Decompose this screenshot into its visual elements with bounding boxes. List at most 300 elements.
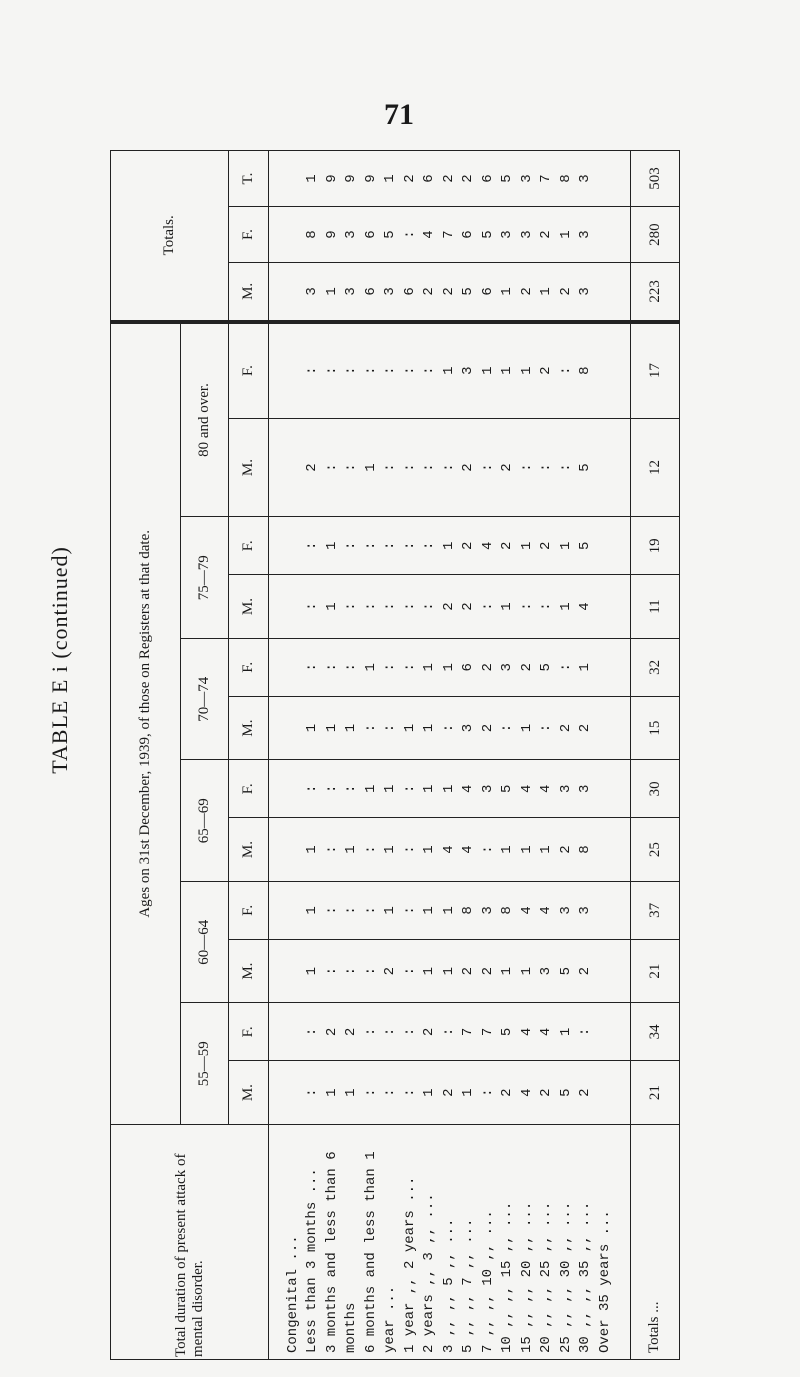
col-f-80 [269, 322, 631, 418]
table-cell: : [557, 366, 574, 375]
table-cell: 3 [382, 287, 399, 296]
table-cell: 6 [401, 287, 418, 296]
table-cell: 5 [382, 230, 399, 239]
duration-row: Congenital ... [284, 1235, 301, 1353]
table-cell: : [382, 463, 399, 472]
table-cell: 2 [440, 1088, 457, 1097]
sex-header-f: F. [229, 638, 269, 696]
table-cell: 3 [577, 906, 594, 915]
table-cell: : [382, 602, 399, 611]
table-cell: 4 [538, 1027, 555, 1037]
table-cell: : [401, 602, 418, 611]
table-cell: 2 [538, 230, 555, 239]
table-cell: 4 [479, 541, 496, 551]
table-cell: 5 [499, 1027, 516, 1037]
table-cell: : [304, 663, 321, 672]
table-cell: 2 [479, 663, 496, 672]
table-cell: 2 [460, 602, 477, 611]
table-cell: 5 [577, 463, 594, 472]
table-cell: : [401, 906, 418, 915]
table-cell: 1 [479, 366, 496, 375]
col-m-65 [269, 818, 631, 882]
table-cell: : [382, 541, 399, 551]
table-cell: 2 [440, 174, 457, 183]
table-cell: 1 [343, 723, 360, 733]
table-cell: 2 [557, 287, 574, 296]
table-cell: 2 [460, 174, 477, 183]
total-m-70: 15 [631, 696, 680, 760]
table-cell: 5 [479, 230, 496, 239]
total-f-75: 19 [631, 517, 680, 575]
table-cell: : [518, 463, 535, 472]
table-cell: 1 [518, 541, 535, 551]
table-cell: 8 [557, 174, 574, 183]
table-cell: 1 [304, 966, 321, 976]
table-cell: 1 [440, 541, 457, 551]
table-cell: 2 [460, 463, 477, 472]
total-f-70: 32 [631, 638, 680, 696]
table-cell: 9 [343, 174, 360, 183]
table-cell: : [557, 663, 574, 672]
table-cell: 1 [323, 1088, 340, 1097]
table-cell: 6 [479, 174, 496, 183]
group-header-70: 70—74 [181, 638, 229, 760]
totals-header: Totals. [111, 151, 229, 322]
duration-row: 20 ,, ,, 25 ,, ... [538, 1201, 555, 1353]
table-cell: 4 [440, 845, 457, 854]
duration-row: 7 ,, ,, 10 ,, ... [479, 1210, 496, 1353]
table-cell: 2 [499, 463, 516, 472]
table-cell: : [304, 1088, 321, 1097]
table-cell: 1 [538, 287, 555, 296]
table-cell: 1 [557, 230, 574, 239]
table-cell: : [323, 966, 340, 976]
col-f-70 [269, 638, 631, 696]
table-cell: 1 [499, 966, 516, 976]
col-f-55 [269, 1003, 631, 1061]
totals-row-label: Totals ... [631, 1125, 680, 1360]
table-cell: 1 [557, 602, 574, 611]
duration-row: 1 year ,, 2 years ... [401, 1176, 418, 1353]
table-cell: : [499, 723, 516, 733]
table-cell: : [382, 1027, 399, 1037]
table-cell: 1 [421, 784, 438, 794]
grand-total-t: 503 [631, 151, 680, 207]
table-cell: 1 [460, 1088, 477, 1097]
duration-row: 3 ,, ,, 5 ,, ... [440, 1218, 457, 1353]
table-cell: 6 [479, 287, 496, 296]
table-cell: 4 [577, 602, 594, 611]
col-m-75 [269, 575, 631, 639]
table-cell: 1 [557, 1027, 574, 1037]
table-cell: 1 [304, 174, 321, 183]
col-m-55 [269, 1061, 631, 1125]
table-cell: 2 [460, 966, 477, 976]
table-cell: : [440, 463, 457, 472]
table-cell: 3 [479, 784, 496, 794]
table-cell: 2 [382, 966, 399, 976]
col-total-t [269, 151, 631, 207]
table-cell: 3 [460, 366, 477, 375]
table-cell: : [362, 1027, 379, 1037]
table-cell: 4 [518, 906, 535, 915]
table-cell: 4 [538, 906, 555, 915]
table-cell: 1 [323, 723, 340, 733]
table-cell: : [323, 906, 340, 915]
table-cell: 3 [557, 906, 574, 915]
sex-header-m: M. [229, 418, 269, 517]
table-cell: 1 [421, 906, 438, 915]
table-cell: 4 [518, 784, 535, 794]
table-cell: 4 [460, 784, 477, 794]
table-cell: 6 [460, 230, 477, 239]
table-cell: 6 [460, 663, 477, 672]
duration-row: 10 ,, ,, 15 ,, ... [499, 1201, 516, 1353]
sex-header-m: M. [229, 939, 269, 1003]
duration-row: 6 months and less than 1 year ... [362, 1151, 399, 1353]
total-m-80: 12 [631, 418, 680, 517]
table-cell: : [362, 966, 379, 976]
table-cell: 3 [343, 287, 360, 296]
table-cell: 1 [518, 845, 535, 854]
table-cell: 2 [518, 663, 535, 672]
sex-header-m: M. [229, 818, 269, 882]
statistics-table [110, 150, 680, 1360]
table-cell: : [362, 906, 379, 915]
totals-header-t: T. [229, 151, 269, 207]
group-header-60: 60—64 [181, 881, 229, 1003]
table-cell: 2 [499, 1088, 516, 1097]
sex-header-f: F. [229, 760, 269, 818]
col-m-60 [269, 939, 631, 1003]
totals-header-f: F. [229, 207, 269, 263]
table-cell: 8 [499, 906, 516, 915]
table-cell: 9 [323, 174, 340, 183]
table-cell: : [401, 663, 418, 672]
table-cell: 9 [362, 174, 379, 183]
table-cell: : [479, 845, 496, 854]
table-cell: 4 [538, 784, 555, 794]
table-cell: : [323, 663, 340, 672]
table-cell: 1 [362, 463, 379, 472]
table-cell: : [538, 602, 555, 611]
group-header-55: 55—59 [181, 1003, 229, 1125]
table-cell: 1 [499, 845, 516, 854]
duration-row: 5 ,, ,, 7 ,, ... [460, 1218, 477, 1353]
table-cell: 1 [343, 845, 360, 854]
table-cell: : [401, 230, 418, 239]
table-cell: 4 [460, 845, 477, 854]
table-cell: 3 [518, 230, 535, 239]
sex-header-f: F. [229, 881, 269, 939]
total-m-55: 21 [631, 1061, 680, 1125]
table-cell: 2 [557, 723, 574, 733]
table-cell: 2 [460, 541, 477, 551]
table-cell: 1 [499, 602, 516, 611]
table-cell: 7 [460, 1027, 477, 1037]
table-cell: 2 [304, 463, 321, 472]
table-cell: : [479, 1088, 496, 1097]
duration-header: Total duration of present attack of mental disorder. [111, 1125, 269, 1360]
table-cell: 4 [518, 1088, 535, 1097]
table-cell: 2 [538, 541, 555, 551]
table-cell: 2 [479, 966, 496, 976]
total-m-65: 25 [631, 818, 680, 882]
table-cell: : [382, 366, 399, 375]
table-cell: 1 [440, 966, 457, 976]
duration-list [269, 1125, 631, 1360]
table-cell: 2 [343, 1027, 360, 1037]
table-cell: 3 [499, 663, 516, 672]
table-cell: : [362, 366, 379, 375]
table-cell: : [304, 602, 321, 611]
sex-header-f: F. [229, 1003, 269, 1061]
table-cell: 1 [421, 663, 438, 672]
sex-header-m: M. [229, 575, 269, 639]
table-cell: 1 [440, 784, 457, 794]
table-cell: 1 [499, 287, 516, 296]
table-cell: : [362, 541, 379, 551]
table-cell: 7 [538, 174, 555, 183]
table-cell: : [382, 663, 399, 672]
table-cell: 1 [518, 966, 535, 976]
table-cell: : [538, 723, 555, 733]
table-cell: 3 [577, 287, 594, 296]
table-cell: 1 [538, 845, 555, 854]
table-cell: : [479, 602, 496, 611]
table-cell: 5 [460, 287, 477, 296]
table-cell: : [401, 845, 418, 854]
col-f-65 [269, 760, 631, 818]
table-cell: : [557, 463, 574, 472]
table-cell: 1 [518, 366, 535, 375]
table-cell: 4 [421, 230, 438, 239]
table-cell: 3 [479, 906, 496, 915]
table-cell: 2 [440, 602, 457, 611]
group-header-65: 65—69 [181, 760, 229, 882]
table-cell: 1 [499, 366, 516, 375]
table-cell: 1 [304, 723, 321, 733]
table-cell: 2 [499, 541, 516, 551]
table-cell: : [518, 602, 535, 611]
table-cell: 2 [401, 174, 418, 183]
table-cell: 1 [440, 906, 457, 915]
table-cell: 8 [577, 845, 594, 854]
table-cell: 3 [518, 174, 535, 183]
table-title: TABLE E i (continued) [47, 546, 72, 774]
table-cell: : [421, 541, 438, 551]
table-cell: : [362, 1088, 379, 1097]
table-cell: 3 [499, 230, 516, 239]
total-m-75: 11 [631, 575, 680, 639]
table-cell: 3 [304, 287, 321, 296]
table-cell: : [343, 541, 360, 551]
table-cell: 6 [362, 230, 379, 239]
table-cell: 1 [557, 541, 574, 551]
sex-header-m: M. [229, 696, 269, 760]
table-cell: : [343, 366, 360, 375]
table-cell: 2 [577, 723, 594, 733]
table-cell: 5 [557, 1088, 574, 1097]
table-cell: 3 [538, 966, 555, 976]
table-cell: 1 [362, 784, 379, 794]
table-cell: 1 [323, 287, 340, 296]
table-cell: : [343, 663, 360, 672]
totals-header-m: M. [229, 263, 269, 322]
total-f-65: 30 [631, 760, 680, 818]
table-cell: : [304, 1027, 321, 1037]
table-cell: : [362, 723, 379, 733]
table-cell: 1 [577, 663, 594, 672]
table-cell: 1 [382, 906, 399, 915]
table-cell: 2 [421, 287, 438, 296]
table-cell: 1 [421, 966, 438, 976]
table-cell: 8 [577, 366, 594, 375]
table-cell: 4 [518, 1027, 535, 1037]
duration-row: 3 months and less than 6 months [323, 1151, 360, 1353]
table-cell: : [323, 366, 340, 375]
table-cell: 1 [304, 906, 321, 915]
total-f-55: 34 [631, 1003, 680, 1061]
group-header-80: 80 and over. [181, 322, 229, 517]
table-cell: 2 [440, 287, 457, 296]
table-cell: : [577, 1027, 594, 1037]
table-cell: 1 [421, 845, 438, 854]
table-cell: : [401, 1088, 418, 1097]
table-cell: : [401, 366, 418, 375]
table-cell: : [421, 463, 438, 472]
col-total-m [269, 263, 631, 322]
table-cell: 1 [343, 1088, 360, 1097]
table-cell: : [304, 366, 321, 375]
table-cell: 7 [440, 230, 457, 239]
table-cell: 3 [577, 174, 594, 183]
table-cell: : [323, 845, 340, 854]
table-cell: : [362, 602, 379, 611]
table-cell: : [343, 784, 360, 794]
table-cell: : [323, 784, 340, 794]
table-cell: 1 [323, 602, 340, 611]
table-cell: 1 [304, 845, 321, 854]
table-cell: 9 [323, 230, 340, 239]
table-cell: 1 [382, 845, 399, 854]
table-cell: 1 [421, 723, 438, 733]
table-cell: 3 [460, 723, 477, 733]
table-cell: : [401, 541, 418, 551]
table-cell: : [304, 784, 321, 794]
table-cell: : [362, 845, 379, 854]
table-cell: : [401, 1027, 418, 1037]
table-cell: 8 [304, 230, 321, 239]
table-cell: 2 [323, 1027, 340, 1037]
table-cell: : [440, 723, 457, 733]
table-cell: 2 [538, 1088, 555, 1097]
sex-header-f: F. [229, 322, 269, 418]
table-cell: 5 [499, 784, 516, 794]
table-cell: : [343, 966, 360, 976]
table-cell: 3 [343, 230, 360, 239]
table-container [110, 150, 680, 1360]
table-cell: : [479, 463, 496, 472]
sex-header-f: F. [229, 517, 269, 575]
table-cell: 2 [577, 966, 594, 976]
table-cell: 8 [460, 906, 477, 915]
table-cell: 3 [577, 230, 594, 239]
table-cell: 2 [538, 366, 555, 375]
table-cell: 1 [382, 174, 399, 183]
table-cell: : [382, 723, 399, 733]
table-cell: 2 [421, 1027, 438, 1037]
table-cell: 5 [557, 966, 574, 976]
table-cell: 6 [362, 287, 379, 296]
table-cell: 1 [401, 723, 418, 733]
table-cell: 2 [577, 1088, 594, 1097]
ages-header: Ages on 31st December, 1939, of those on Registers at that date. [111, 322, 181, 1125]
col-m-80 [269, 418, 631, 517]
col-f-60 [269, 881, 631, 939]
table-cell: : [421, 602, 438, 611]
table-cell: : [401, 966, 418, 976]
table-cell: : [323, 463, 340, 472]
duration-row: Less than 3 months ... [304, 1168, 321, 1353]
table-cell: : [401, 784, 418, 794]
table-cell: 1 [362, 663, 379, 672]
duration-row: Over 35 years ... [596, 1210, 613, 1353]
table-cell: 1 [323, 541, 340, 551]
table-cell: 6 [421, 174, 438, 183]
duration-row: 30 ,, ,, 35 ,, ... [577, 1201, 594, 1353]
table-cell: 7 [479, 1027, 496, 1037]
table-cell: : [538, 463, 555, 472]
total-f-60: 37 [631, 881, 680, 939]
page-number: 71 [384, 98, 414, 131]
duration-row: 15 ,, ,, 20 ,, ... [518, 1201, 535, 1353]
table-cell: : [304, 541, 321, 551]
table-cell: : [343, 463, 360, 472]
table-cell: 5 [499, 174, 516, 183]
table-cell: : [343, 602, 360, 611]
table-cell: : [421, 366, 438, 375]
duration-row: 2 years ,, 3 ,, ... [421, 1193, 438, 1353]
group-header-75: 75—79 [181, 517, 229, 639]
table-cell: 5 [577, 541, 594, 551]
table-cell: 2 [518, 287, 535, 296]
table-cell: 1 [382, 784, 399, 794]
table-cell: : [401, 463, 418, 472]
table-cell: 2 [557, 845, 574, 854]
total-f-80: 17 [631, 322, 680, 418]
duration-row: 25 ,, ,, 30 ,, ... [557, 1201, 574, 1353]
table-cell: 3 [557, 784, 574, 794]
total-m-60: 21 [631, 939, 680, 1003]
table-cell: 1 [440, 366, 457, 375]
sex-header-m: M. [229, 1061, 269, 1125]
table-cell: 2 [479, 723, 496, 733]
table-cell: : [343, 906, 360, 915]
col-f-75 [269, 517, 631, 575]
table-cell: 1 [518, 723, 535, 733]
grand-total-f: 280 [631, 207, 680, 263]
table-cell: 5 [538, 663, 555, 672]
col-total-f [269, 207, 631, 263]
grand-total-m: 223 [631, 263, 680, 322]
col-m-70 [269, 696, 631, 760]
table-cell: 1 [421, 1088, 438, 1097]
table-cell: : [440, 1027, 457, 1037]
table-cell: 1 [440, 663, 457, 672]
table-cell: : [382, 1088, 399, 1097]
table-cell: 3 [577, 784, 594, 794]
